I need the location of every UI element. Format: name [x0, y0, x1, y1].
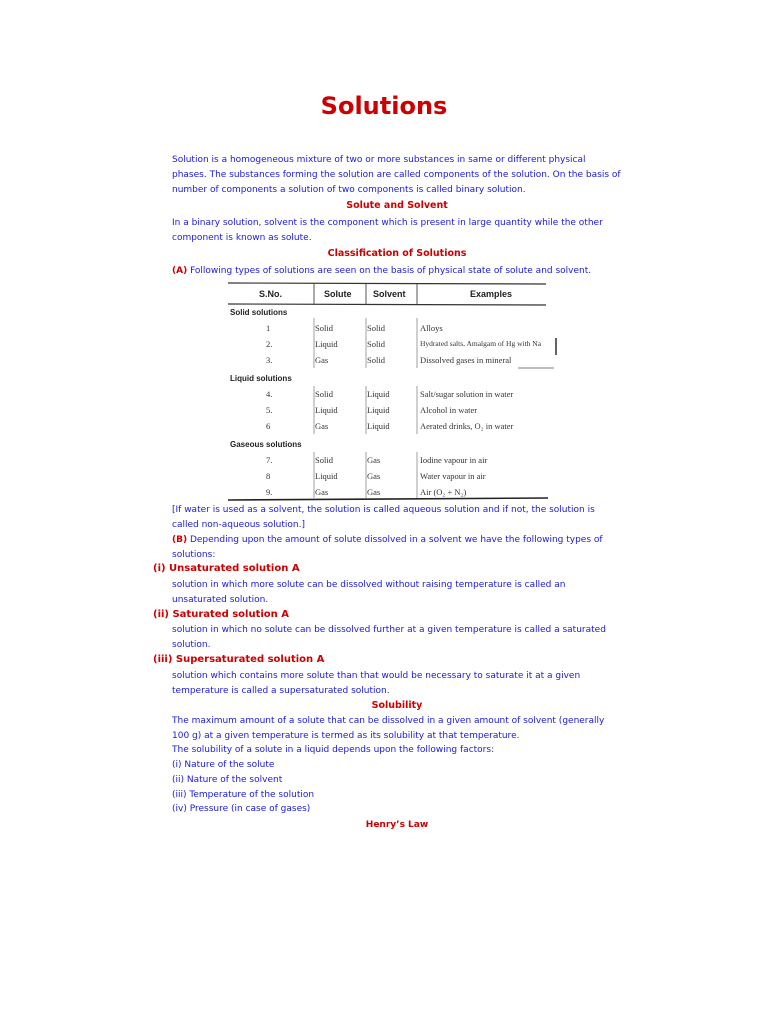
a-label: (A) — [172, 266, 188, 276]
row-5-solute: Liquid — [315, 405, 338, 415]
classification-a-paragraph — [172, 264, 622, 279]
header-solvent: Solvent — [373, 289, 406, 299]
unsaturated-heading: (i) Unsaturated solution A — [153, 563, 300, 574]
row-2-sno: 2. — [266, 339, 273, 349]
solubility-text: The maximum amount of a solute that can be dissolved in a given amount of solvent (generally 100 g) at a given temperature is termed as its solubility at that temperature. — [172, 716, 605, 741]
solute-solvent-paragraph: In a binary solution, solvent is the component which is present in large quantity while the other component is known as solute. — [172, 218, 603, 243]
row-4-sno: 4. — [266, 389, 273, 399]
row-2-solute: Liquid — [315, 339, 338, 349]
row-1-example: Alloys — [420, 323, 443, 333]
header-sno: S.No. — [259, 289, 283, 299]
row-9-solute: Gas — [315, 487, 329, 497]
row-7-example: Iodine vapour in air — [420, 455, 488, 465]
header-solute: Solute — [324, 289, 352, 299]
row-1-sno: 1 — [266, 323, 271, 333]
factor-item: (i) Nature of the solute — [172, 760, 275, 770]
saturated-heading: (ii) Saturated solution A — [153, 609, 289, 620]
row-8-solvent: Gas — [367, 471, 381, 481]
page-title: Solutions — [320, 92, 448, 120]
saturated-text: solution in which no solute can be dissolved further at a given temperature is called a saturated solution. — [172, 625, 606, 650]
unsaturated-text: solution in which more solute can be dissolved without raising temperature is called an unsaturated solution. — [172, 580, 566, 605]
solubility-factors-intro: The solubility of a solute in a liquid depends upon the following factors: — [172, 745, 495, 755]
row-5-example: Alcohol in water — [420, 405, 478, 415]
classification-b-paragraph — [172, 533, 622, 563]
row-4-example: Salt/sugar solution in water — [420, 389, 514, 399]
row-4-solvent: Liquid — [367, 389, 390, 399]
intro-paragraph: Solution is a homogeneous mixture of two or more substances in same or different physical phases. The substances forming the solution are called components of the solution. On the basis of number of components a solution of two components is called binary solution. — [172, 155, 621, 195]
factor-item: (ii) Nature of the solvent — [172, 775, 283, 785]
b-label: (B) — [172, 535, 188, 545]
row-8-sno: 8 — [266, 471, 271, 481]
group-gaseous-solutions: Gaseous solutions — [230, 440, 302, 449]
row-8-solute: Liquid — [315, 471, 338, 481]
row-5-sno: 5. — [266, 405, 273, 415]
row-3-sno: 3. — [266, 355, 273, 365]
row-6-example: Aerated drinks, O₂ in water — [420, 421, 514, 431]
row-7-solvent: Gas — [367, 455, 381, 465]
header-examples: Examples — [470, 289, 513, 299]
row-6-solute: Gas — [315, 421, 329, 431]
row-2-example: Hydrated salts, Amalgam of Hg with Na — [420, 339, 542, 348]
row-5-solvent: Liquid — [367, 405, 390, 415]
row-9-solvent: Gas — [367, 487, 381, 497]
group-solid-solutions: Solid solutions — [230, 308, 288, 317]
row-9-example: Air (O₂ + N₂) — [420, 487, 467, 497]
henrys-law-heading: Henry’s Law — [365, 820, 429, 830]
row-3-example: Dissolved gases in mineral — [420, 355, 512, 365]
row-8-example: Water vapour in air — [420, 471, 486, 481]
supersaturated-heading: (iii) Supersaturated solution A — [153, 654, 325, 665]
row-3-solvent: Solid — [367, 355, 385, 365]
a-text: Following types of solutions are seen on the basis of physical state of solute and solvent. — [187, 266, 592, 276]
group-liquid-solutions: Liquid solutions — [230, 374, 292, 383]
row-7-solute: Solid — [315, 455, 333, 465]
row-9-sno: 9. — [266, 487, 273, 497]
row-6-sno: 6 — [266, 421, 271, 431]
row-1-solute: Solid — [315, 323, 333, 333]
row-3-solute: Gas — [315, 355, 329, 365]
supersaturated-text: solution which contains more solute than that would be necessary to saturate it at a given temperature is called a supersaturated solution. — [172, 671, 581, 696]
factor-item: (iv) Pressure (in case of gases) — [172, 804, 311, 814]
solubility-heading: Solubility — [371, 700, 423, 711]
row-4-solute: Solid — [315, 389, 333, 399]
classification-heading: Classification of Solutions — [327, 248, 467, 259]
b-text: Depending upon the amount of solute dissolved in a solvent we have the following types of solutions: — [172, 535, 603, 560]
factor-item: (iii) Temperature of the solution — [172, 790, 315, 800]
row-7-sno: 7. — [266, 455, 273, 465]
row-2-solvent: Solid — [367, 339, 385, 349]
row-1-solvent: Solid — [367, 323, 385, 333]
row-6-solvent: Liquid — [367, 421, 390, 431]
aqueous-note: [If water is used as a solvent, the solution is called aqueous solution and if not, the solution is called non-aqueous solution.] — [172, 505, 595, 530]
solution-types-table — [226, 280, 561, 504]
solute-solvent-heading: Solute and Solvent — [346, 200, 448, 211]
